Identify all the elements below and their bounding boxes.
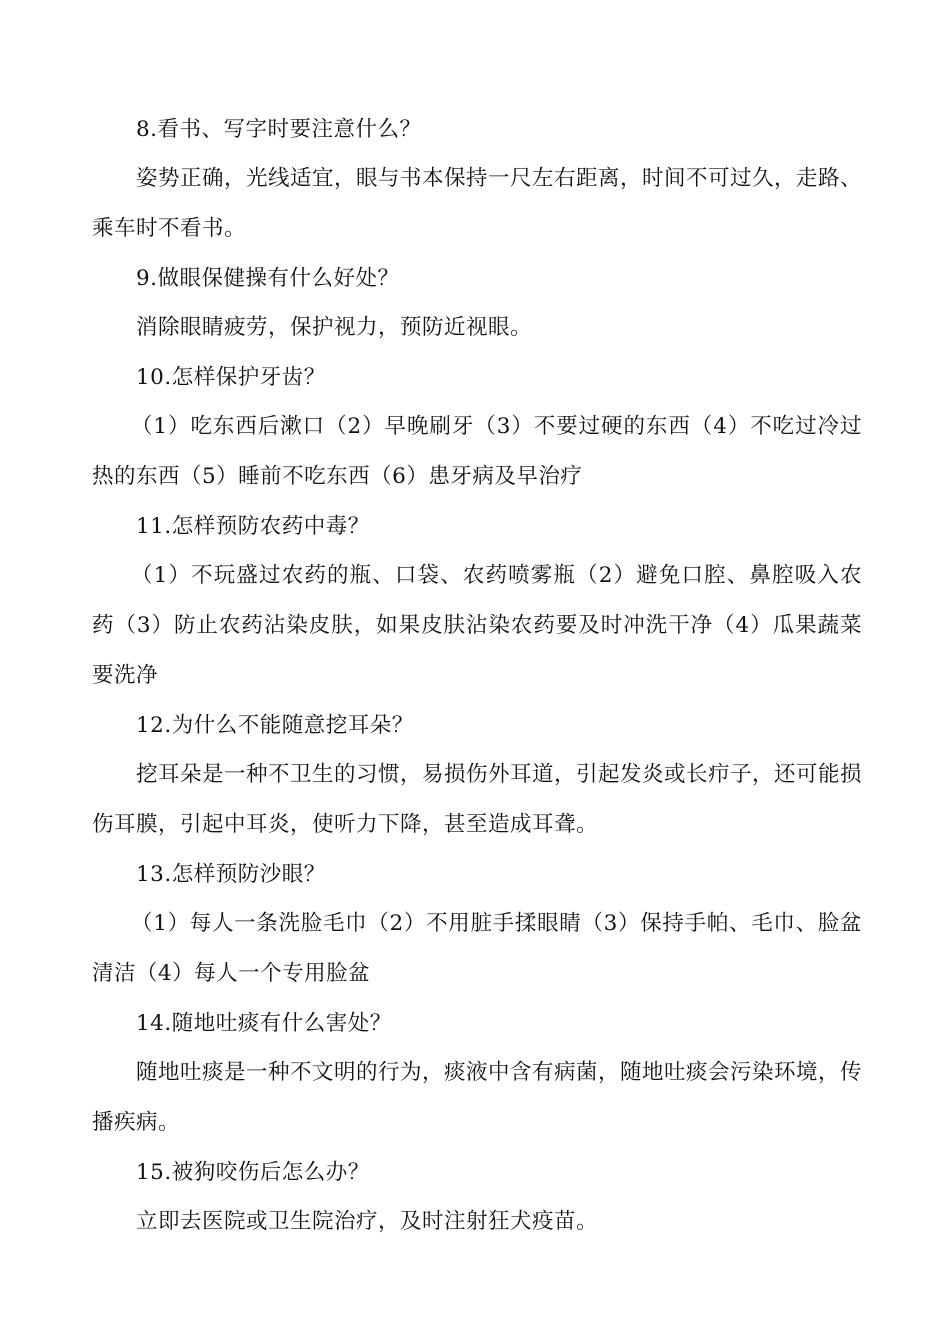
question-13: 13.怎样预防沙眼？ — [136, 862, 326, 887]
qa-list — [92, 105, 862, 1247]
question-12: 12.为什么不能随意挖耳朵？ — [136, 713, 414, 738]
qa-item-9 — [92, 254, 862, 353]
answer-8: 姿势正确，光线适宜，眼与书本保持一尺左右距离，时间不可过久，走路、乘车时不看书。 — [92, 166, 863, 241]
question-8: 8.看书、写字时要注意什么？ — [136, 117, 422, 142]
qa-item-11 — [92, 502, 862, 701]
question-11: 11.怎样预防农药中毒？ — [136, 514, 370, 539]
qa-item-10 — [92, 353, 862, 502]
qa-item-14 — [92, 999, 862, 1148]
question-15: 15.被狗咬伤后怎么办？ — [136, 1160, 370, 1185]
answer-15: 立即去医院或卫生院治疗，及时注射狂犬疫苗。 — [136, 1209, 599, 1234]
qa-item-8 — [92, 105, 862, 254]
qa-item-12 — [92, 701, 862, 850]
answer-11: （1）不玩盛过农药的瓶、口袋、农药喷雾瓶（2）避免口腔、鼻腔吸入农药（3）防止农药沾染皮肤，如果皮肤沾染农药要及时冲洗干净（4）瓜果蔬菜要洗净 — [92, 563, 862, 688]
answer-9: 消除眼睛疲劳，保护视力，预防近视眼。 — [136, 315, 533, 340]
answer-12: 挖耳朵是一种不卫生的习惯，易损伤外耳道，引起发炎或长疖子，还可能损伤耳膜，引起中耳炎，使听力下降，甚至造成耳聋。 — [92, 762, 863, 837]
question-14: 14.随地吐痰有什么害处？ — [136, 1011, 392, 1036]
qa-item-13 — [92, 850, 862, 999]
question-10: 10.怎样保护牙齿？ — [136, 365, 326, 390]
qa-item-15 — [92, 1148, 862, 1247]
answer-14: 随地吐痰是一种不文明的行为，痰液中含有病菌，随地吐痰会污染环境，传播疾病。 — [92, 1060, 863, 1135]
answer-13: （1）每人一条洗脸毛巾（2）不用脏手揉眼睛（3）保持手帕、毛巾、脸盆清洁（4）每人一个专用脸盆 — [92, 911, 862, 986]
question-9: 9.做眼保健操有什么好处？ — [136, 266, 400, 291]
answer-10: （1）吃东西后漱口（2）早晚刷牙（3）不要过硬的东西（4）不吃过冷过热的东西（5）睡前不吃东西（6）患牙病及早治疗 — [92, 414, 862, 489]
